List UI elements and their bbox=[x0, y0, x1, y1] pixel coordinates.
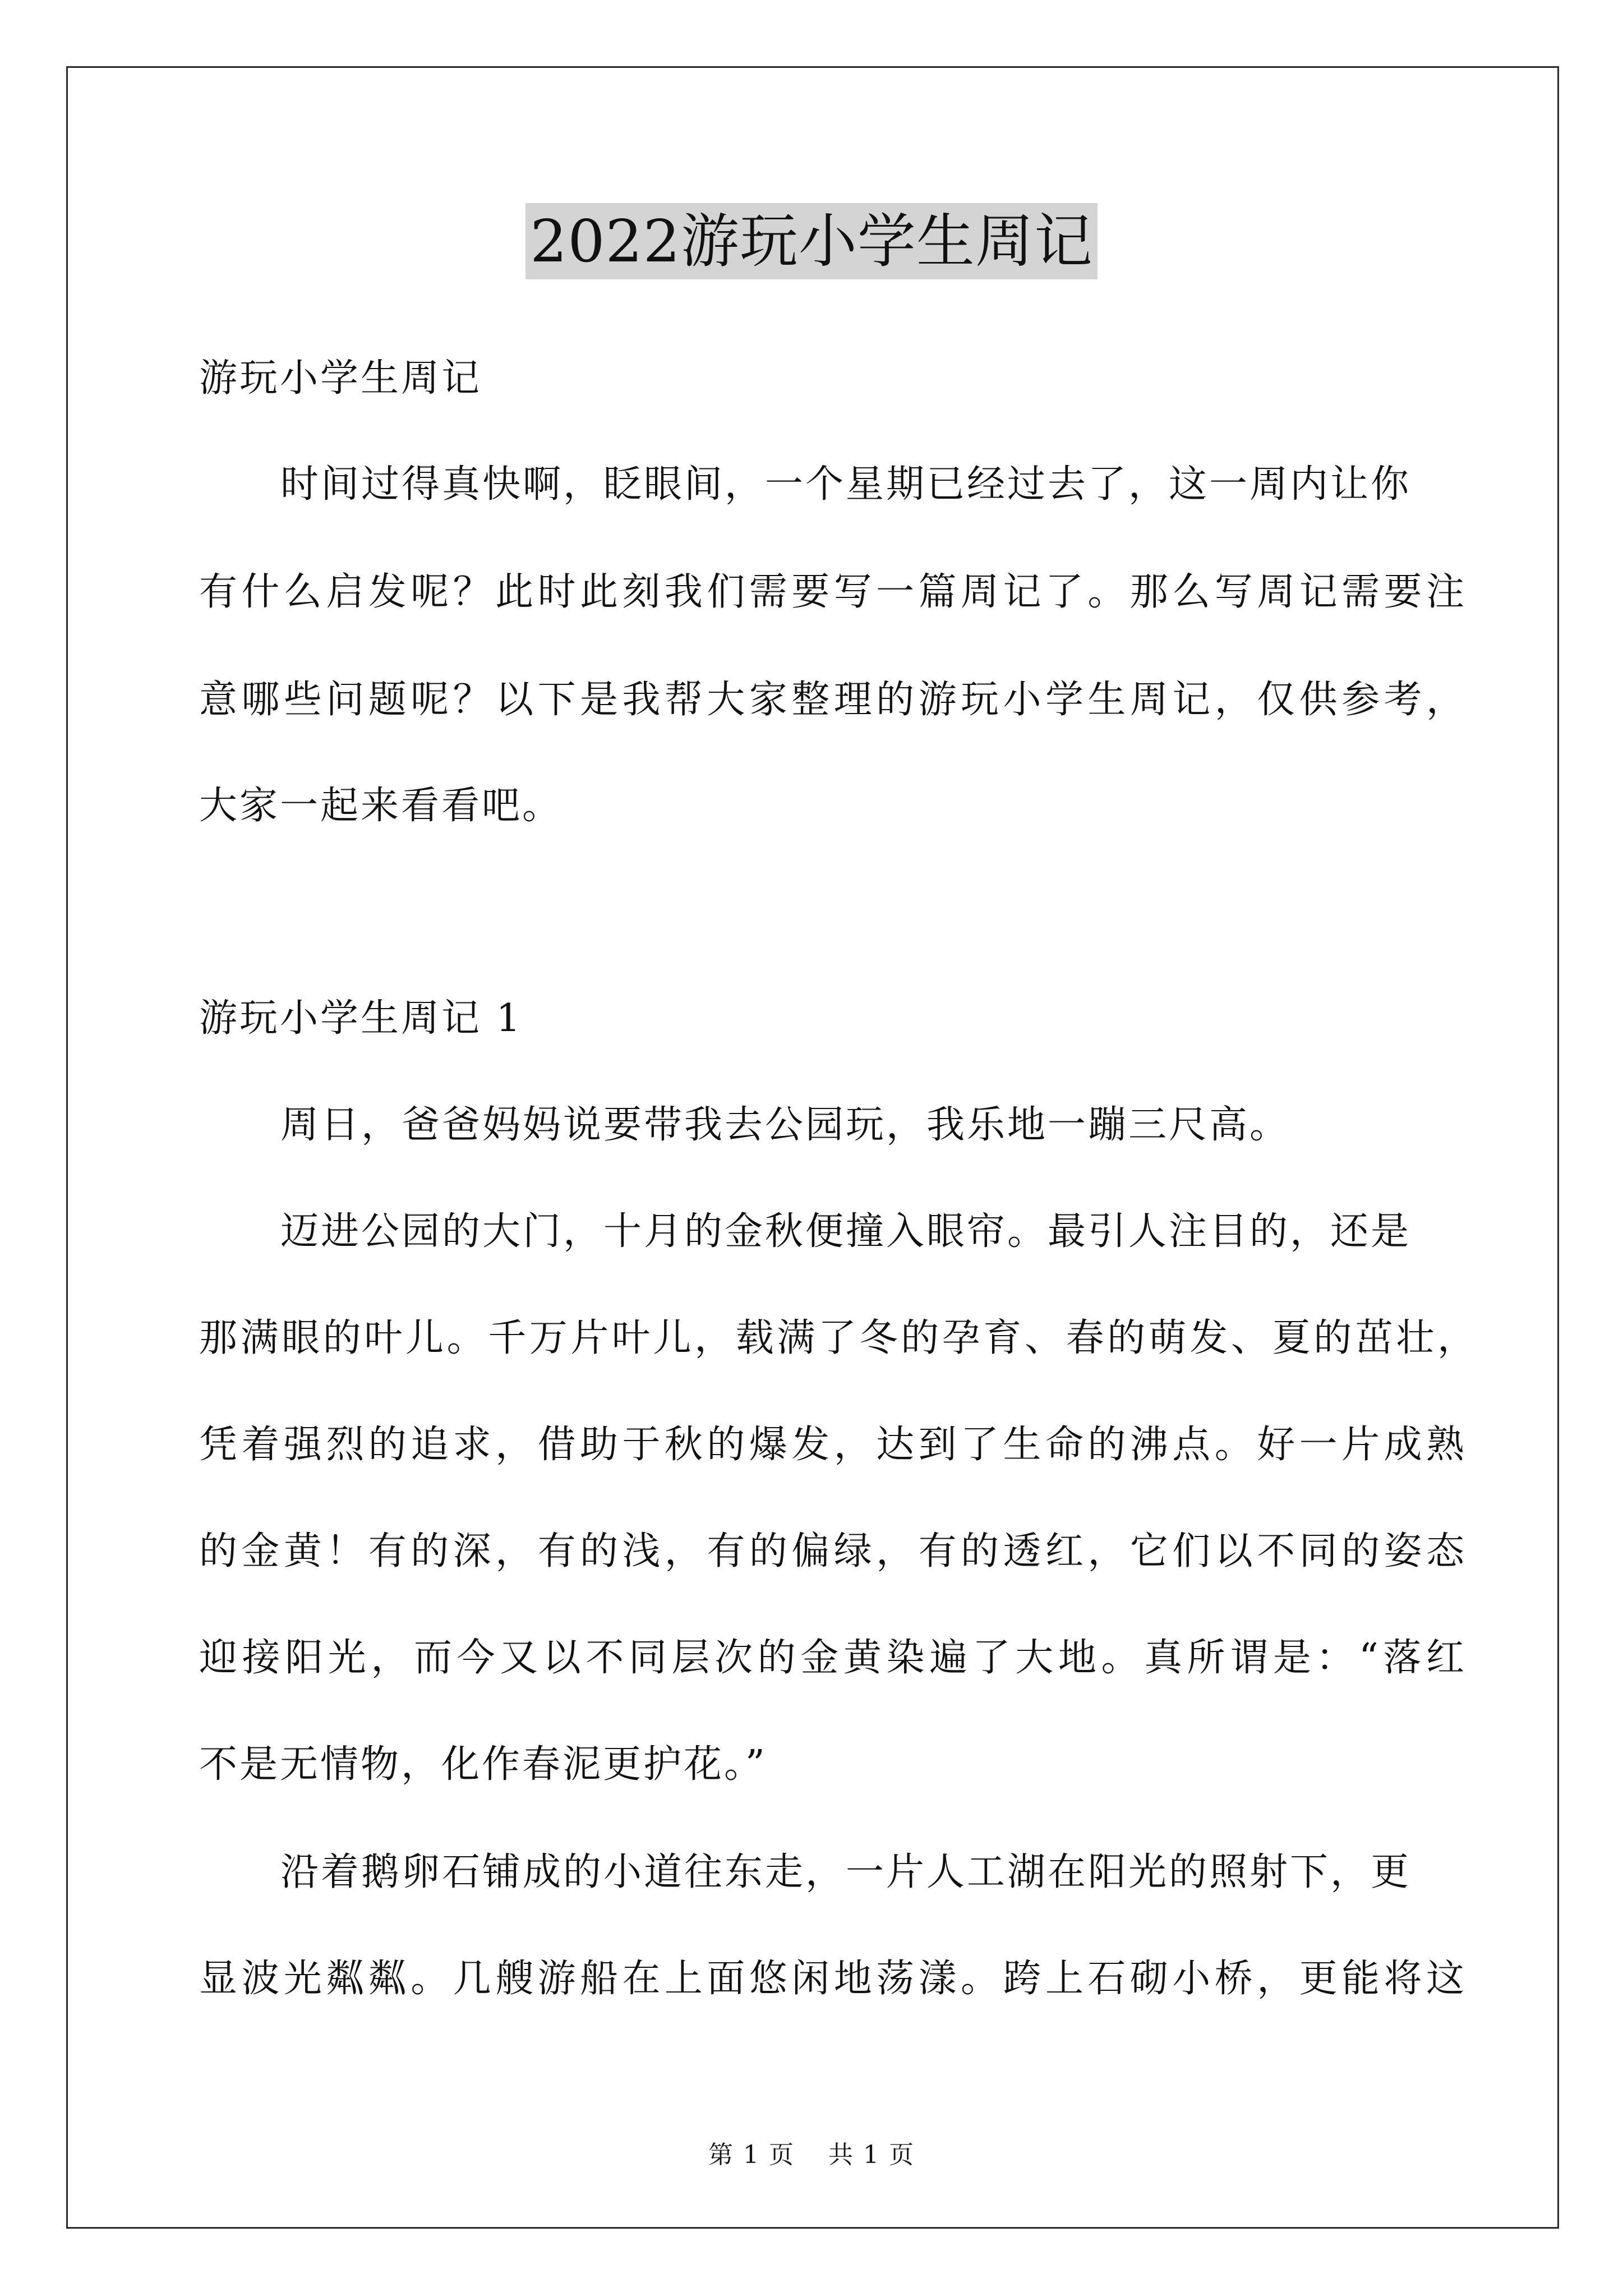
document-subtitle: 游玩小学生周记 bbox=[199, 356, 482, 401]
body-line: 迎接阳光，而今又以不同层次的金黄染遍了大地。真所谓是：“落红 bbox=[199, 1636, 1467, 1680]
page-footer bbox=[0, 2138, 1623, 2172]
body-line: 凭着强烈的追求，借助于秋的爆发，达到了生命的沸点。好一片成熟 bbox=[199, 1423, 1467, 1467]
document-title: 2022游玩小学生周记 bbox=[525, 203, 1098, 279]
intro-line: 意哪些问题呢？以下是我帮大家整理的游玩小学生周记，仅供参考， bbox=[199, 678, 1467, 722]
intro-line: 大家一起来看看吧。 bbox=[199, 784, 563, 828]
body-line: 那满眼的叶儿。千万片叶儿，载满了冬的孕育、春的萌发、夏的茁壮， bbox=[199, 1316, 1478, 1360]
intro-line: 时间过得真快啊，眨眼间，一个星期已经过去了，这一周内让你 bbox=[280, 462, 1412, 507]
body-line: 迈进公园的大门，十月的金秋便撞入眼帘。最引人注目的，还是 bbox=[280, 1209, 1412, 1254]
page-total: 共 1 页 bbox=[828, 2141, 915, 2169]
body-line: 周日，爸爸妈妈说要带我去公园玩，我乐地一蹦三尺高。 bbox=[280, 1103, 1290, 1147]
intro-line: 有什么启发呢？此时此刻我们需要写一篇周记了。那么写周记需要注 bbox=[199, 570, 1467, 614]
page-number: 第 1 页 bbox=[708, 2141, 795, 2169]
body-line: 沿着鹅卵石铺成的小道往东走，一片人工湖在阳光的照射下，更 bbox=[280, 1850, 1412, 1894]
body-line: 显波光粼粼。几艘游船在上面悠闲地荡漾。跨上石砌小桥，更能将这 bbox=[199, 1957, 1467, 2001]
title-container bbox=[0, 203, 1623, 279]
body-line: 的金黄！有的深，有的浅，有的偏绿，有的透红，它们以不同的姿态 bbox=[199, 1529, 1467, 1573]
section-heading: 游玩小学生周记 1 bbox=[199, 996, 523, 1041]
body-line: 不是无情物，化作春泥更护花。” bbox=[199, 1742, 767, 1787]
